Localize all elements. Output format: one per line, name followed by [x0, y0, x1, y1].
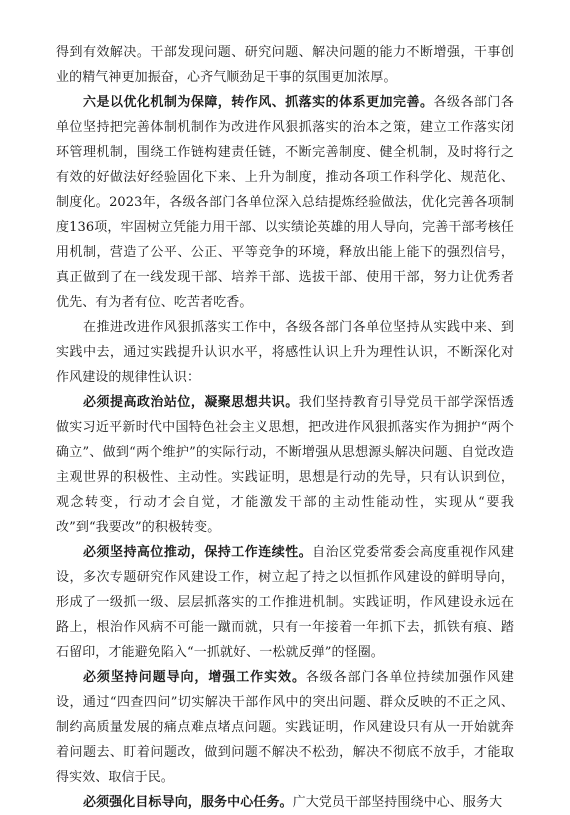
paragraph-text: 我们坚持教育引导党员干部学深悟透做实习近平新时代中国特色社会主义思想，把改进作风狠抓落实作为拥护“两个确立”、做到“两个维护”的实际行动，不断增强从思想源头解决问题、自觉改造主观世界的积极性、主动性。实践证明，思想是行动的先导，只有认识到位，观念转变，行动才会自觉，才能激发干部的主动性能动性，实现从“要我改”到“我要改”的积极转变。: [56, 395, 514, 535]
paragraph: [56, 90, 514, 315]
paragraph: [56, 665, 514, 790]
paragraph: [56, 40, 514, 90]
paragraph-text: 各级各部门各单位坚持把完善体制机制作为改进作风狠抓落实的治本之策，建立工作落实闭环管理机制，围绕工作链构建责任链，不断完善制度、健全机制，及时将行之有效的好做法好经验固化下来、上升为制度，推动各项工作科学化、规范化、制度化。2023年，各级各部门各单位深入总结提炼经验做法，优化完善各项制度136项，牢固树立凭能力用干部、以实绩论英雄的用人导向，完善干部考核任用机制，营造了公平、公正、平等竞争的环境，释放出能上能下的强烈信号，真正做到了在一线发现干部、培养干部、选拔干部、使用干部，努力让优秀者优先、有为者有位、吃苦者吃香。: [56, 95, 514, 310]
paragraph-text: 在推进改进作风狠抓落实工作中，各级各部门各单位坚持从实践中来、到实践中去，通过实践提升认识水平，将感性认识上升为理性认识，不断深化对作风建设的规律性认识：: [56, 320, 514, 385]
paragraph-text: 各级各部门各单位持续加强作风建设，通过“四查四问”切实解决干部作风中的突出问题、群众反映的不正之风、制约高质量发展的痛点难点堵点问题。实践证明，作风建设只有从一开始就奔着问题去、盯着问题改，做到问题不解决不松劲，解决不彻底不放手，才能取得实效、取信于民。: [56, 670, 514, 785]
paragraph-text: 自治区党委常委会高度重视作风建设，多次专题研究作风建设工作，树立起了持之以恒抓作风建设的鲜明导向，形成了一级抓一级、层层抓落实的工作推进机制。实践证明，作风建设永远在路上，根治作风病不可能一蹴而就，只有一年接着一年抓下去，抓铁有痕、踏石留印，才能避免陷入“一抓就好、一松就反弹”的怪圈。: [56, 545, 514, 660]
paragraph: [56, 390, 514, 540]
paragraph-lead: 必须强化目标导向，服务中心任务。: [83, 795, 293, 810]
paragraph-lead: 必须坚持高位推动，保持工作连续性。: [83, 545, 313, 560]
paragraph-lead: 六是以优化机制为保障，转作风、抓落实的体系更加完善。: [83, 95, 434, 110]
paragraph-lead: 必须提高政治站位，凝聚思想共识。: [83, 395, 299, 410]
paragraph-text: 广大党员干部坚持围绕中心、服务大: [292, 795, 503, 810]
document-page: [56, 40, 514, 815]
paragraph: [56, 315, 514, 390]
paragraph: [56, 540, 514, 665]
paragraph: [56, 790, 514, 815]
paragraph-lead: 必须坚持问题导向，增强工作实效。: [83, 670, 306, 685]
paragraph-text: 得到有效解决。干部发现问题、研究问题、解决问题的能力不断增强，干事创业的精气神更加振奋，心齐气顺劲足干事的氛围更加浓厚。: [56, 45, 514, 85]
